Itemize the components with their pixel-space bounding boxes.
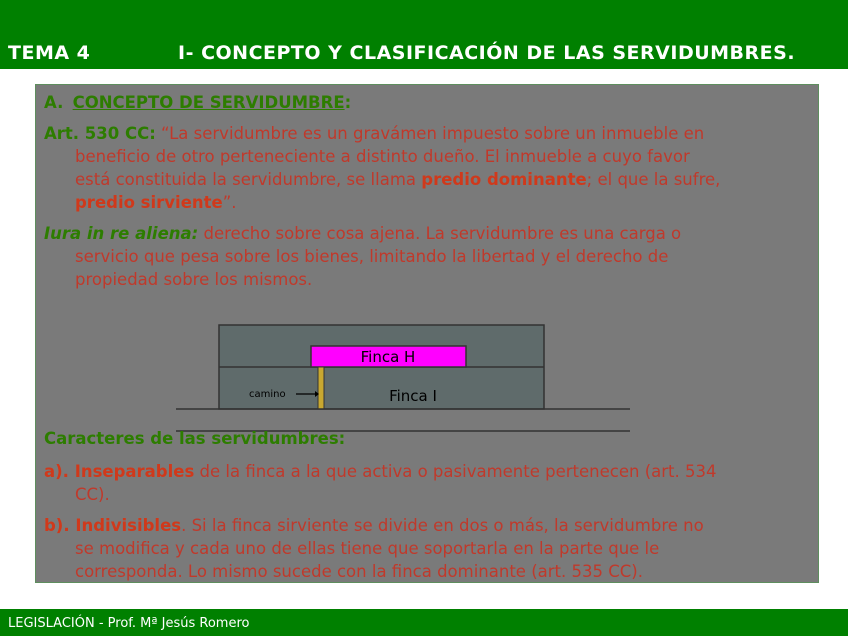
item-a-line1 <box>44 460 716 483</box>
camino-post <box>318 367 324 409</box>
art-text-4b: ”. <box>222 193 237 212</box>
section-a-heading <box>44 91 351 114</box>
topic-number: TEMA 4 <box>8 42 91 64</box>
art-530-line4 <box>75 191 237 214</box>
iura-line2: servicio que pesa sobre los bienes, limitando la libertad y el derecho de <box>75 247 669 266</box>
slide-header <box>0 0 848 69</box>
footer-text: LEGISLACIÓN - Prof. Mª Jesús Romero <box>8 616 250 631</box>
art-text-1: “La servidumbre es un gravámen impuesto sobre un inmueble en <box>155 124 705 143</box>
art-label: Art. 530 CC: <box>44 124 156 143</box>
iura-line3: propiedad sobre los mismos. <box>75 270 313 289</box>
finca-h-label: Finca H <box>360 348 416 366</box>
art-530-line2: beneficio de otro perteneciente a distinto dueño. El inmueble a cuyo favor <box>75 147 690 166</box>
item-b-label: b). Indivisibles <box>44 516 182 535</box>
section-a-colon: : <box>344 93 352 112</box>
art-text-3c: ; el que la sufre, <box>586 170 721 189</box>
item-b-line1 <box>44 514 704 537</box>
slide-title: I- CONCEPTO Y CLASIFICACIÓN DE LAS SERVIDUMBRES. <box>178 42 796 64</box>
item-a-line2: CC). <box>75 485 110 504</box>
section-a-prefix: A. <box>44 93 64 112</box>
servitude-diagram <box>176 324 630 434</box>
art-530-line1 <box>44 122 704 145</box>
item-a-text-1: de la finca a la que activa o pasivamente pertenecen (art. 534 <box>194 462 717 481</box>
iura-text-1: derecho sobre cosa ajena. La servidumbre es una carga o <box>198 224 682 243</box>
iura-line1 <box>44 222 681 245</box>
item-b-line2: se modifica y cada uno de ellas tiene que soportarla en la parte que le <box>75 539 660 558</box>
caracteres-heading: Caracteres de las servidumbres: <box>44 429 346 448</box>
predio-dominante: predio dominante <box>421 170 587 189</box>
art-530-line3 <box>75 168 720 191</box>
finca-i-label: Finca I <box>389 387 437 405</box>
camino-label: camino <box>249 389 286 400</box>
item-a-label: a). Inseparables <box>44 462 195 481</box>
art-text-3a: está constituida la servidumbre, se llama <box>75 170 422 189</box>
iura-label: Iura in re aliena: <box>44 224 199 243</box>
slide-footer <box>0 609 848 636</box>
item-b-line3: corresponda. Lo mismo sucede con la finca dominante (art. 535 CC). <box>75 562 643 581</box>
item-b-text-1: . Si la finca sirviente se divide en dos o más, la servidumbre no <box>181 516 704 535</box>
predio-sirviente: predio sirviente <box>75 193 223 212</box>
section-a-title: CONCEPTO DE SERVIDUMBRE <box>72 93 345 112</box>
